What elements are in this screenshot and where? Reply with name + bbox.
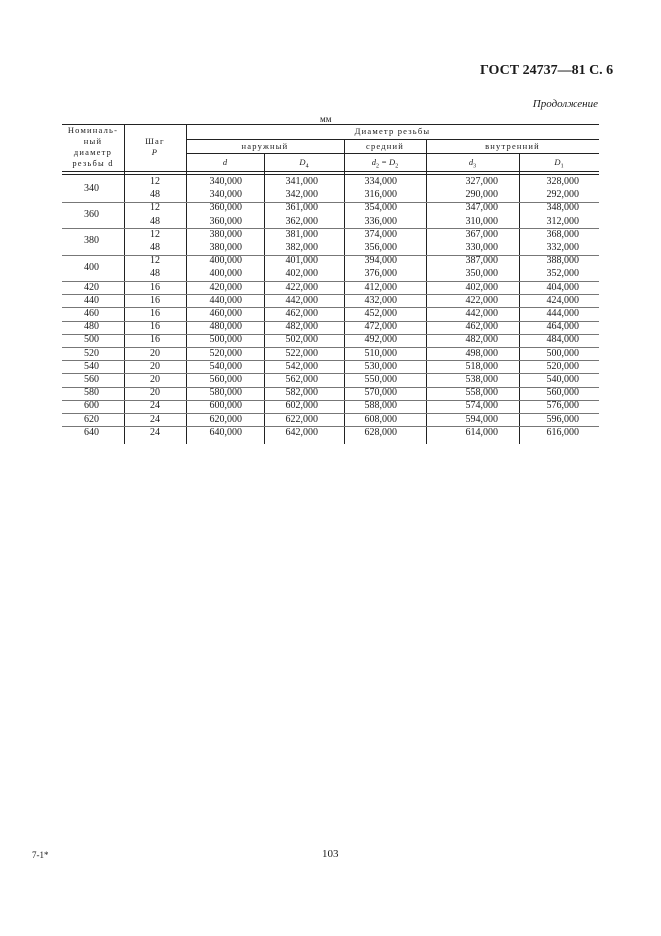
diameter-value-cell: 518,000 <box>465 360 498 372</box>
nominal-diameter-header <box>62 125 124 169</box>
diameter-value-cell: 574,000 <box>465 400 498 412</box>
diameter-value-cell: 316,000 <box>364 189 397 201</box>
header-line: ный <box>83 136 103 146</box>
diameter-value-cell: 374,000 <box>364 228 397 240</box>
pitch-cell: 16 <box>150 308 160 319</box>
symbol-text: D <box>299 157 306 167</box>
pitch-cell: 20 <box>150 347 160 359</box>
diameter-value-cell: 472,000 <box>364 321 397 333</box>
pitch-cell: 12 <box>150 228 160 240</box>
diameter-value-cell: 402,000 <box>285 268 318 280</box>
diameter-value-cell: 432,000 <box>364 294 397 306</box>
symbol-subscript: 3 <box>473 163 477 170</box>
symbol-d3 <box>426 157 519 170</box>
diameter-value-cell: 400,000 <box>209 255 242 267</box>
symbol-subscript: 1 <box>560 163 564 170</box>
pitch-cell: 16 <box>150 334 160 346</box>
diameter-value-cell: 404,000 <box>546 281 579 293</box>
symbol-text: d <box>371 157 377 167</box>
diameter-value-cell: 482,000 <box>465 334 498 346</box>
diameter-value-cell: 442,000 <box>285 294 318 306</box>
thread-diameter-group-header: Диаметр резьбы <box>354 126 431 136</box>
diameter-value-cell: 400,000 <box>209 268 242 280</box>
diameter-value-cell: 576,000 <box>546 400 579 412</box>
subheader-rule <box>186 153 599 154</box>
nominal-diameter-cell: 500 <box>84 334 99 346</box>
diameter-value-cell: 570,000 <box>364 387 397 399</box>
nominal-diameter-cell: 640 <box>84 426 99 438</box>
symbol-D4 <box>264 157 344 170</box>
diameter-value-cell: 464,000 <box>546 321 579 333</box>
symbol-text: D <box>389 157 396 167</box>
diameter-value-cell: 360,000 <box>209 202 242 214</box>
pitch-cell: 48 <box>150 242 160 253</box>
diameter-value-cell: 402,000 <box>465 281 498 293</box>
diameter-value-cell: 530,000 <box>364 360 397 372</box>
diameter-value-cell: 498,000 <box>465 347 498 359</box>
nominal-diameter-cell: 560 <box>84 374 99 385</box>
diameter-value-cell: 388,000 <box>546 255 579 267</box>
pitch-cell: 24 <box>150 413 160 425</box>
nominal-diameter-cell: 580 <box>84 387 99 399</box>
diameter-value-cell: 336,000 <box>364 215 397 227</box>
diameter-value-cell: 594,000 <box>465 413 498 425</box>
pitch-cell: 12 <box>150 255 160 267</box>
diameter-value-cell: 628,000 <box>364 426 397 438</box>
pitch-cell: 16 <box>150 321 160 333</box>
symbol-text: d <box>222 157 228 167</box>
symbol-text: D <box>554 157 561 167</box>
diameter-value-cell: 382,000 <box>285 242 318 253</box>
diameter-value-cell: 500,000 <box>209 334 242 346</box>
column-rule <box>344 139 345 444</box>
diameter-value-cell: 312,000 <box>546 215 579 227</box>
nominal-diameter-cell: 620 <box>84 413 99 425</box>
diameter-value-cell: 452,000 <box>364 308 397 319</box>
nominal-diameter-cell: 600 <box>84 400 99 412</box>
diameter-value-cell: 608,000 <box>364 413 397 425</box>
symbol-subscript: 2 <box>376 163 380 170</box>
diameter-value-cell: 330,000 <box>465 242 498 253</box>
symbol-text: d <box>468 157 474 167</box>
pitch-cell: 16 <box>150 294 160 306</box>
diameter-value-cell: 334,000 <box>364 176 397 187</box>
diameter-value-cell: 328,000 <box>546 176 579 187</box>
diameter-value-cell: 380,000 <box>209 242 242 253</box>
diameter-value-cell: 596,000 <box>546 413 579 425</box>
diameter-value-cell: 460,000 <box>209 308 242 319</box>
diameter-value-cell: 292,000 <box>546 189 579 201</box>
continuation-label: Продолжение <box>532 98 598 110</box>
diameter-value-cell: 500,000 <box>546 347 579 359</box>
symbol-d2-equals-D2 <box>344 157 426 170</box>
diameter-value-cell: 542,000 <box>285 360 318 372</box>
symbol-subscript: 2 <box>395 163 399 170</box>
diameter-value-cell: 422,000 <box>465 294 498 306</box>
pitch-cell: 48 <box>150 268 160 280</box>
middle-diameter-header: средний <box>365 141 405 151</box>
nominal-diameter-cell: 520 <box>84 347 99 359</box>
diameter-value-cell: 350,000 <box>465 268 498 280</box>
diameter-value-cell: 327,000 <box>465 176 498 187</box>
header-line: P <box>151 147 159 157</box>
diameter-value-cell: 352,000 <box>546 268 579 280</box>
diameter-value-cell: 412,000 <box>364 281 397 293</box>
diameter-value-cell: 616,000 <box>546 426 579 438</box>
diameter-value-cell: 422,000 <box>285 281 318 293</box>
pitch-cell: 48 <box>150 189 160 201</box>
diameter-value-cell: 340,000 <box>209 176 242 187</box>
column-rule <box>426 139 427 444</box>
symbol-D1 <box>519 157 599 170</box>
diameter-value-cell: 538,000 <box>465 374 498 385</box>
pitch-cell: 24 <box>150 426 160 438</box>
inner-diameter-header: внутренний <box>485 141 540 151</box>
diameter-value-cell: 540,000 <box>546 374 579 385</box>
nominal-diameter-cell: 360 <box>84 209 99 220</box>
nominal-diameter-cell: 340 <box>84 182 99 194</box>
diameter-value-cell: 484,000 <box>546 334 579 346</box>
diameter-value-cell: 588,000 <box>364 400 397 412</box>
diameter-value-cell: 348,000 <box>546 202 579 214</box>
column-rule <box>124 124 125 444</box>
header-line: диаметр <box>73 147 113 157</box>
units-label: мм <box>320 114 332 124</box>
nominal-diameter-cell: 440 <box>84 294 99 306</box>
diameter-value-cell: 582,000 <box>285 387 318 399</box>
group-header-rule <box>186 139 599 140</box>
diameter-value-cell: 442,000 <box>465 308 498 319</box>
header-line: Шаг <box>145 136 165 146</box>
diameter-value-cell: 560,000 <box>546 387 579 399</box>
diameter-value-cell: 380,000 <box>209 228 242 240</box>
diameter-value-cell: 361,000 <box>285 202 318 214</box>
nominal-diameter-cell: 420 <box>84 281 99 293</box>
diameter-value-cell: 376,000 <box>364 268 397 280</box>
header-line: Номиналь- <box>67 125 119 135</box>
document-header-title: ГОСТ 24737—81 С. 6 <box>480 63 614 78</box>
diameter-value-cell: 502,000 <box>285 334 318 346</box>
diameter-value-cell: 341,000 <box>285 176 318 187</box>
column-rule <box>186 124 187 444</box>
diameter-value-cell: 600,000 <box>209 400 242 412</box>
nominal-diameter-cell: 460 <box>84 308 99 319</box>
diameter-value-cell: 522,000 <box>285 347 318 359</box>
diameter-value-cell: 602,000 <box>285 400 318 412</box>
diameter-value-cell: 620,000 <box>209 413 242 425</box>
diameter-value-cell: 492,000 <box>364 334 397 346</box>
diameter-value-cell: 640,000 <box>209 426 242 438</box>
diameter-value-cell: 387,000 <box>465 255 498 267</box>
symbol-d <box>186 157 264 167</box>
nominal-diameter-cell: 380 <box>84 235 99 247</box>
diameter-value-cell: 347,000 <box>465 202 498 214</box>
diameter-value-cell: 367,000 <box>465 228 498 240</box>
diameter-value-cell: 401,000 <box>285 255 318 267</box>
diameter-value-cell: 540,000 <box>209 360 242 372</box>
diameter-value-cell: 342,000 <box>285 189 318 201</box>
diameter-value-cell: 444,000 <box>546 308 579 319</box>
table-top-rule <box>62 124 599 125</box>
diameter-value-cell: 560,000 <box>209 374 242 385</box>
nominal-diameter-cell: 400 <box>84 261 99 273</box>
diameter-value-cell: 642,000 <box>285 426 318 438</box>
diameter-value-cell: 310,000 <box>465 215 498 227</box>
nominal-diameter-cell: 540 <box>84 360 99 372</box>
diameter-value-cell: 510,000 <box>364 347 397 359</box>
diameter-value-cell: 360,000 <box>209 215 242 227</box>
diameter-value-cell: 482,000 <box>285 321 318 333</box>
pitch-cell: 24 <box>150 400 160 412</box>
symbol-equals: = <box>379 157 390 167</box>
symbol-subscript: 4 <box>305 163 309 170</box>
diameter-value-cell: 290,000 <box>465 189 498 201</box>
diameter-value-cell: 550,000 <box>364 374 397 385</box>
footer-print-mark: 7-1* <box>32 850 49 860</box>
diameter-value-cell: 580,000 <box>209 387 242 399</box>
pitch-cell: 20 <box>150 387 160 399</box>
diameter-value-cell: 462,000 <box>465 321 498 333</box>
diameter-value-cell: 362,000 <box>285 215 318 227</box>
pitch-header <box>124 136 186 158</box>
outer-diameter-header: наружный <box>241 141 289 151</box>
pitch-cell: 12 <box>150 176 160 187</box>
diameter-value-cell: 558,000 <box>465 387 498 399</box>
diameter-value-cell: 520,000 <box>546 360 579 372</box>
pitch-cell: 16 <box>150 281 160 293</box>
diameter-value-cell: 356,000 <box>364 242 397 253</box>
page-number: 103 <box>322 848 339 860</box>
diameter-value-cell: 381,000 <box>285 228 318 240</box>
diameter-value-cell: 622,000 <box>285 413 318 425</box>
pitch-cell: 12 <box>150 202 160 214</box>
thread-diameter-table <box>62 124 599 444</box>
diameter-value-cell: 340,000 <box>209 189 242 201</box>
diameter-value-cell: 394,000 <box>364 255 397 267</box>
diameter-value-cell: 614,000 <box>465 426 498 438</box>
pitch-cell: 48 <box>150 215 160 227</box>
nominal-diameter-cell: 480 <box>84 321 99 333</box>
diameter-value-cell: 480,000 <box>209 321 242 333</box>
diameter-value-cell: 440,000 <box>209 294 242 306</box>
diameter-value-cell: 424,000 <box>546 294 579 306</box>
header-line: резьбы d <box>72 158 114 168</box>
pitch-cell: 20 <box>150 360 160 372</box>
diameter-value-cell: 368,000 <box>546 228 579 240</box>
diameter-value-cell: 354,000 <box>364 202 397 214</box>
diameter-value-cell: 462,000 <box>285 308 318 319</box>
diameter-value-cell: 562,000 <box>285 374 318 385</box>
diameter-value-cell: 420,000 <box>209 281 242 293</box>
diameter-value-cell: 520,000 <box>209 347 242 359</box>
diameter-value-cell: 332,000 <box>546 242 579 253</box>
pitch-cell: 20 <box>150 374 160 385</box>
